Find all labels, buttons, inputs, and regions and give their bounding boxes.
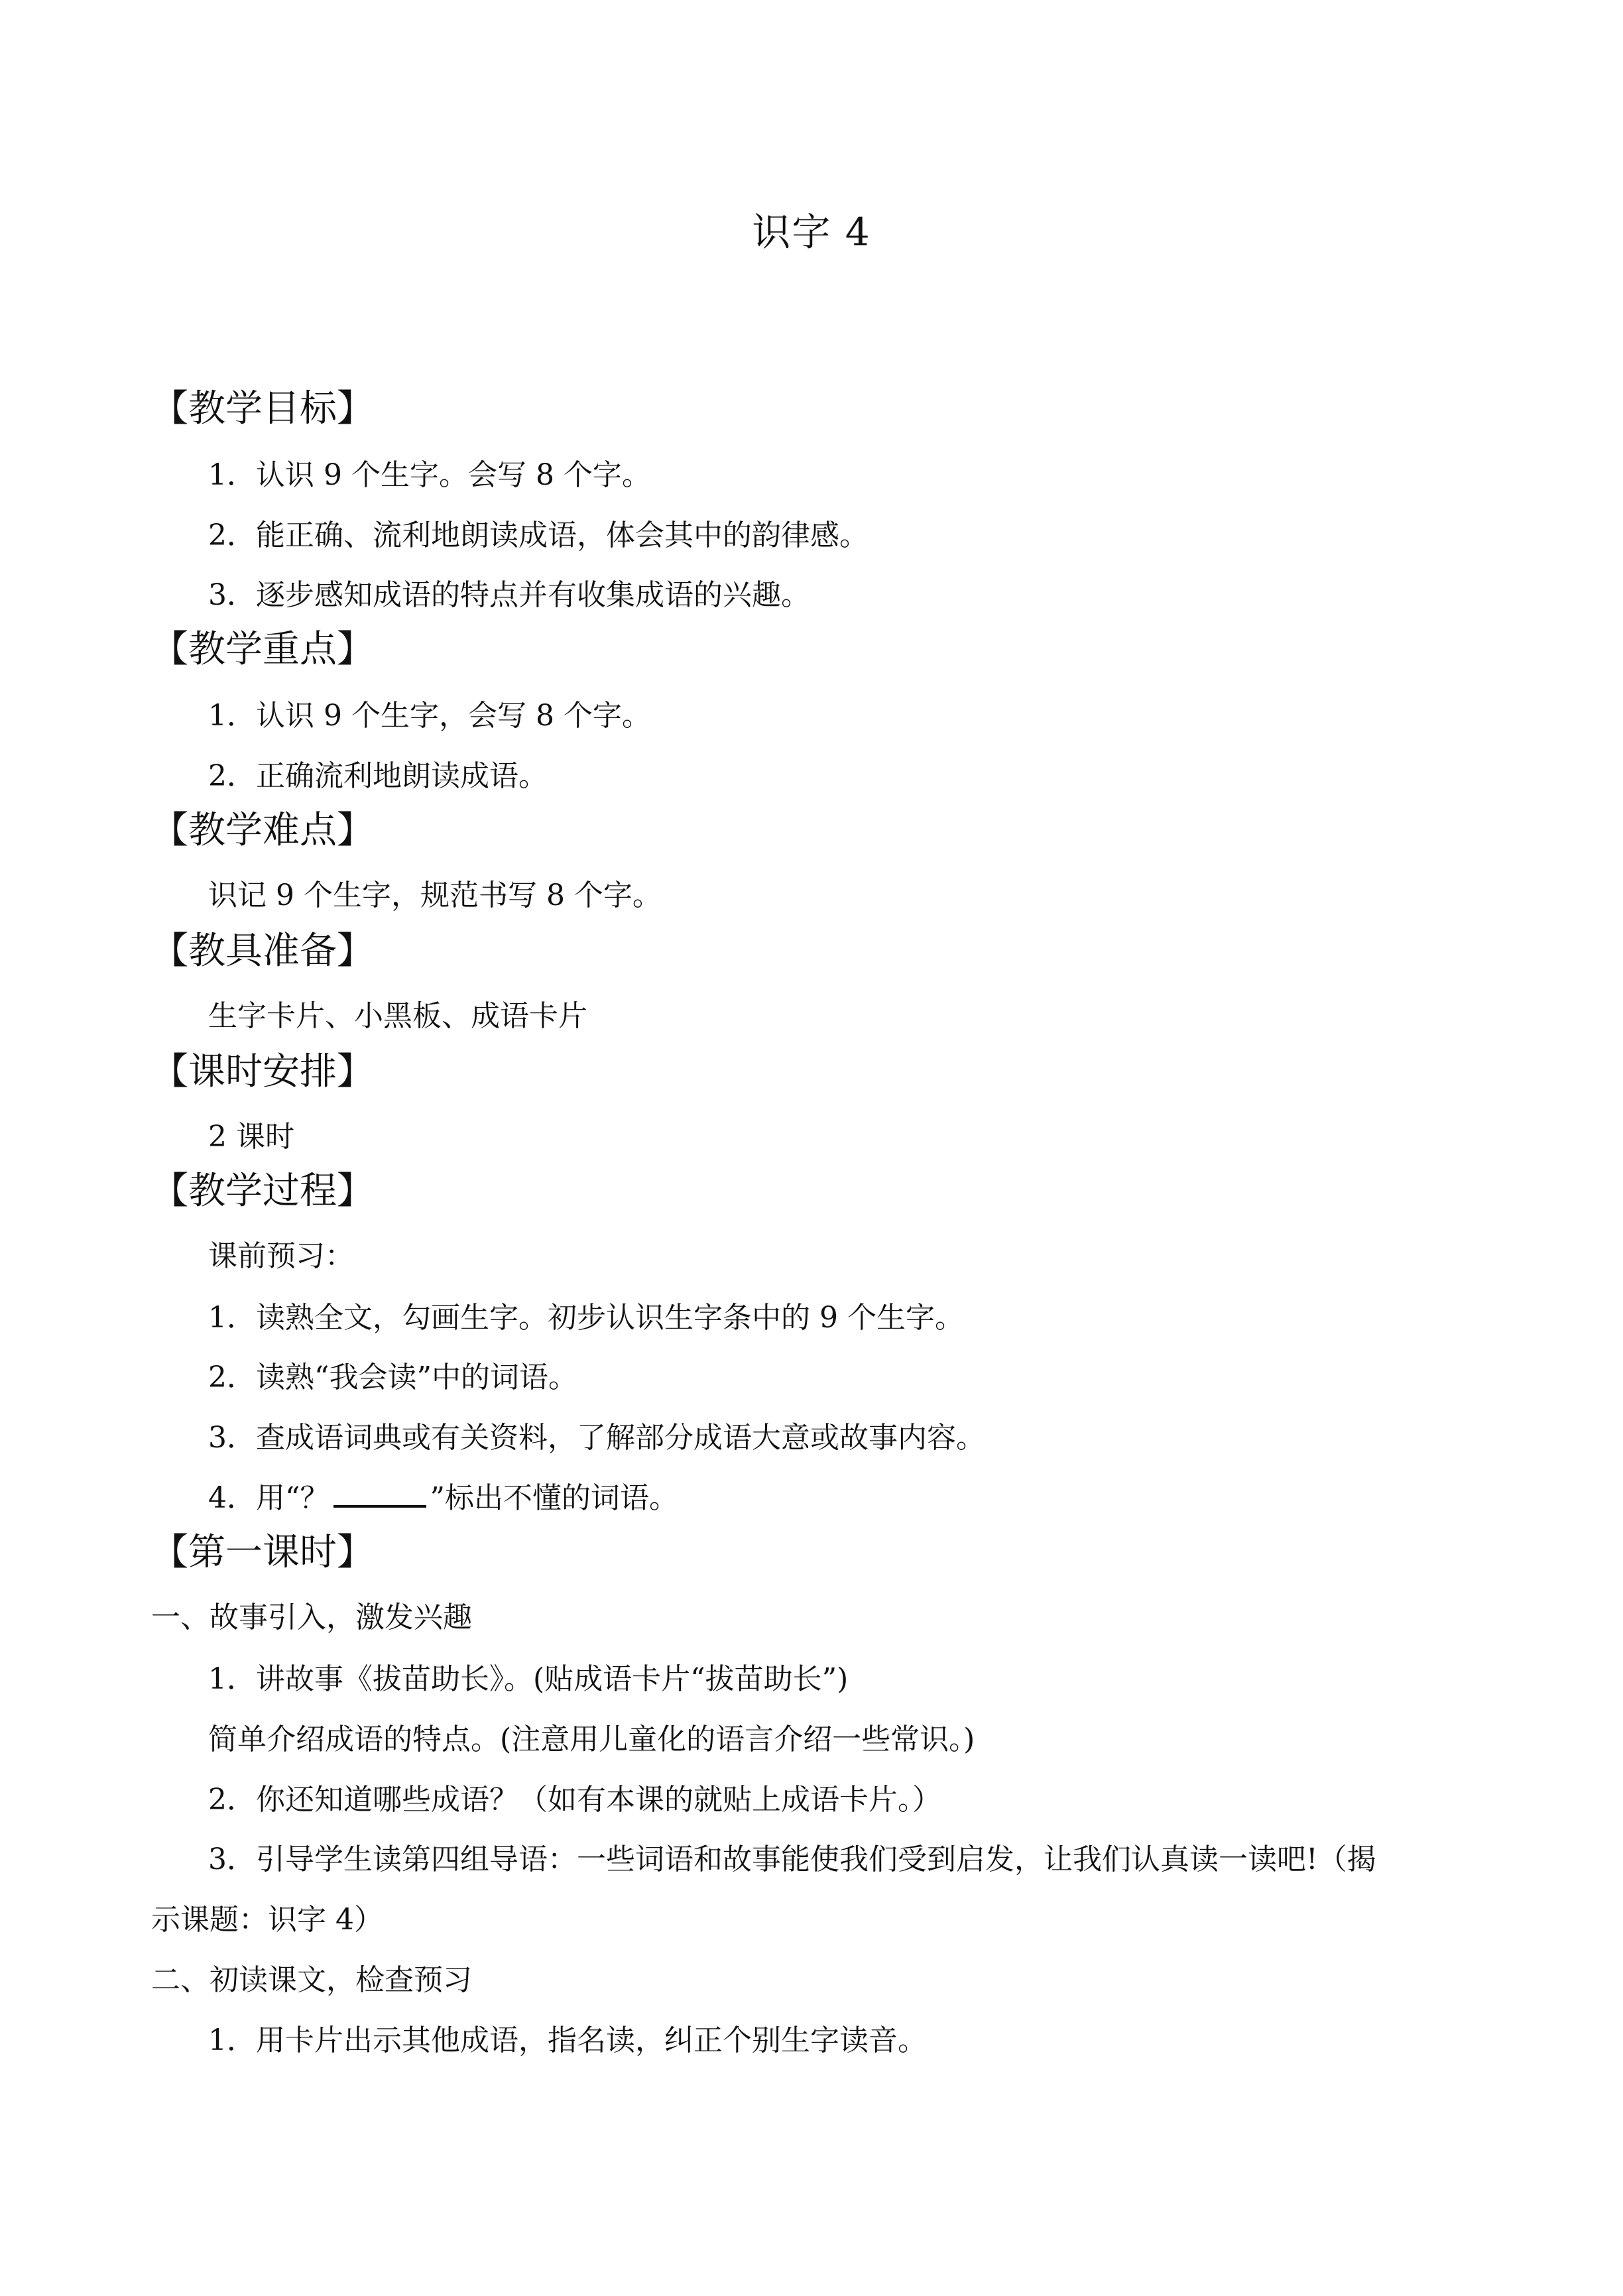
section-2-heading: 二、初读课文，检查预习 <box>151 1963 472 1997</box>
goal-item-1: 1．认识 9 个生字。会写 8 个字。 <box>208 458 651 492</box>
preview-item-4-after: ”标出不懂的词语。 <box>430 1481 678 1515</box>
section-1-heading: 一、故事引入，激发兴趣 <box>151 1601 472 1634</box>
heading-goals: 【教学目标】 <box>151 387 374 430</box>
goal-item-3: 3．逐步感知成语的特点并有收集成语的兴趣。 <box>208 578 810 612</box>
preview-item-1: 1．读熟全文，勾画生字。初步认识生字条中的 9 个生字。 <box>208 1301 964 1335</box>
preview-item-4 <box>208 1475 678 1522</box>
key-point-item-2: 2．正确流利地朗读成语。 <box>208 759 548 793</box>
section-1-item-3-line-1: 3．引导学生读第四组导语：一些词语和故事能使我们受到启发，让我们认真读一读吧!（揭 <box>208 1843 1376 1876</box>
section-1-note: 简单介绍成语的特点。(注意用儿童化的语言介绍一些常识。) <box>208 1722 975 1756</box>
section-1-item-1: 1．讲故事《拔苗助长》。(贴成语卡片“拔苗助长”) <box>208 1662 849 1696</box>
preview-item-3: 3．查成语词典或有关资料，了解部分成语大意或故事内容。 <box>208 1421 985 1455</box>
page-title: 识字 4 <box>752 210 871 255</box>
section-2-item-1: 1．用卡片出示其他成语，指名读，纠正个别生字读音。 <box>208 2024 927 2057</box>
preview-item-4-before: 4．用“？ <box>208 1481 330 1515</box>
preview-label: 课前预习： <box>208 1239 354 1273</box>
materials-text: 生字卡片、小黑板、成语卡片 <box>208 999 587 1033</box>
fill-blank-line <box>333 1479 426 1508</box>
key-point-item-1: 1．认识 9 个生字，会写 8 个字。 <box>208 699 651 733</box>
heading-schedule: 【课时安排】 <box>151 1050 374 1093</box>
heading-lesson-1: 【第一课时】 <box>151 1531 374 1574</box>
difficulties-text: 识记 9 个生字，规范书写 8 个字。 <box>208 878 662 912</box>
heading-materials: 【教具准备】 <box>151 930 374 973</box>
schedule-text: 2 课时 <box>208 1120 294 1154</box>
heading-key-points: 【教学重点】 <box>151 628 374 671</box>
section-1-item-2: 2．你还知道哪些成语？（如有本课的就贴上成语卡片。） <box>208 1783 941 1817</box>
heading-process: 【教学过程】 <box>151 1170 374 1213</box>
section-1-item-3-line-2: 示课题：识字 4） <box>151 1903 383 1937</box>
goal-item-2: 2．能正确、流利地朗读成语，体会其中的韵律感。 <box>208 518 869 552</box>
preview-item-2: 2．读熟“我会读”中的词语。 <box>208 1360 577 1394</box>
heading-difficulties: 【教学难点】 <box>151 809 374 852</box>
